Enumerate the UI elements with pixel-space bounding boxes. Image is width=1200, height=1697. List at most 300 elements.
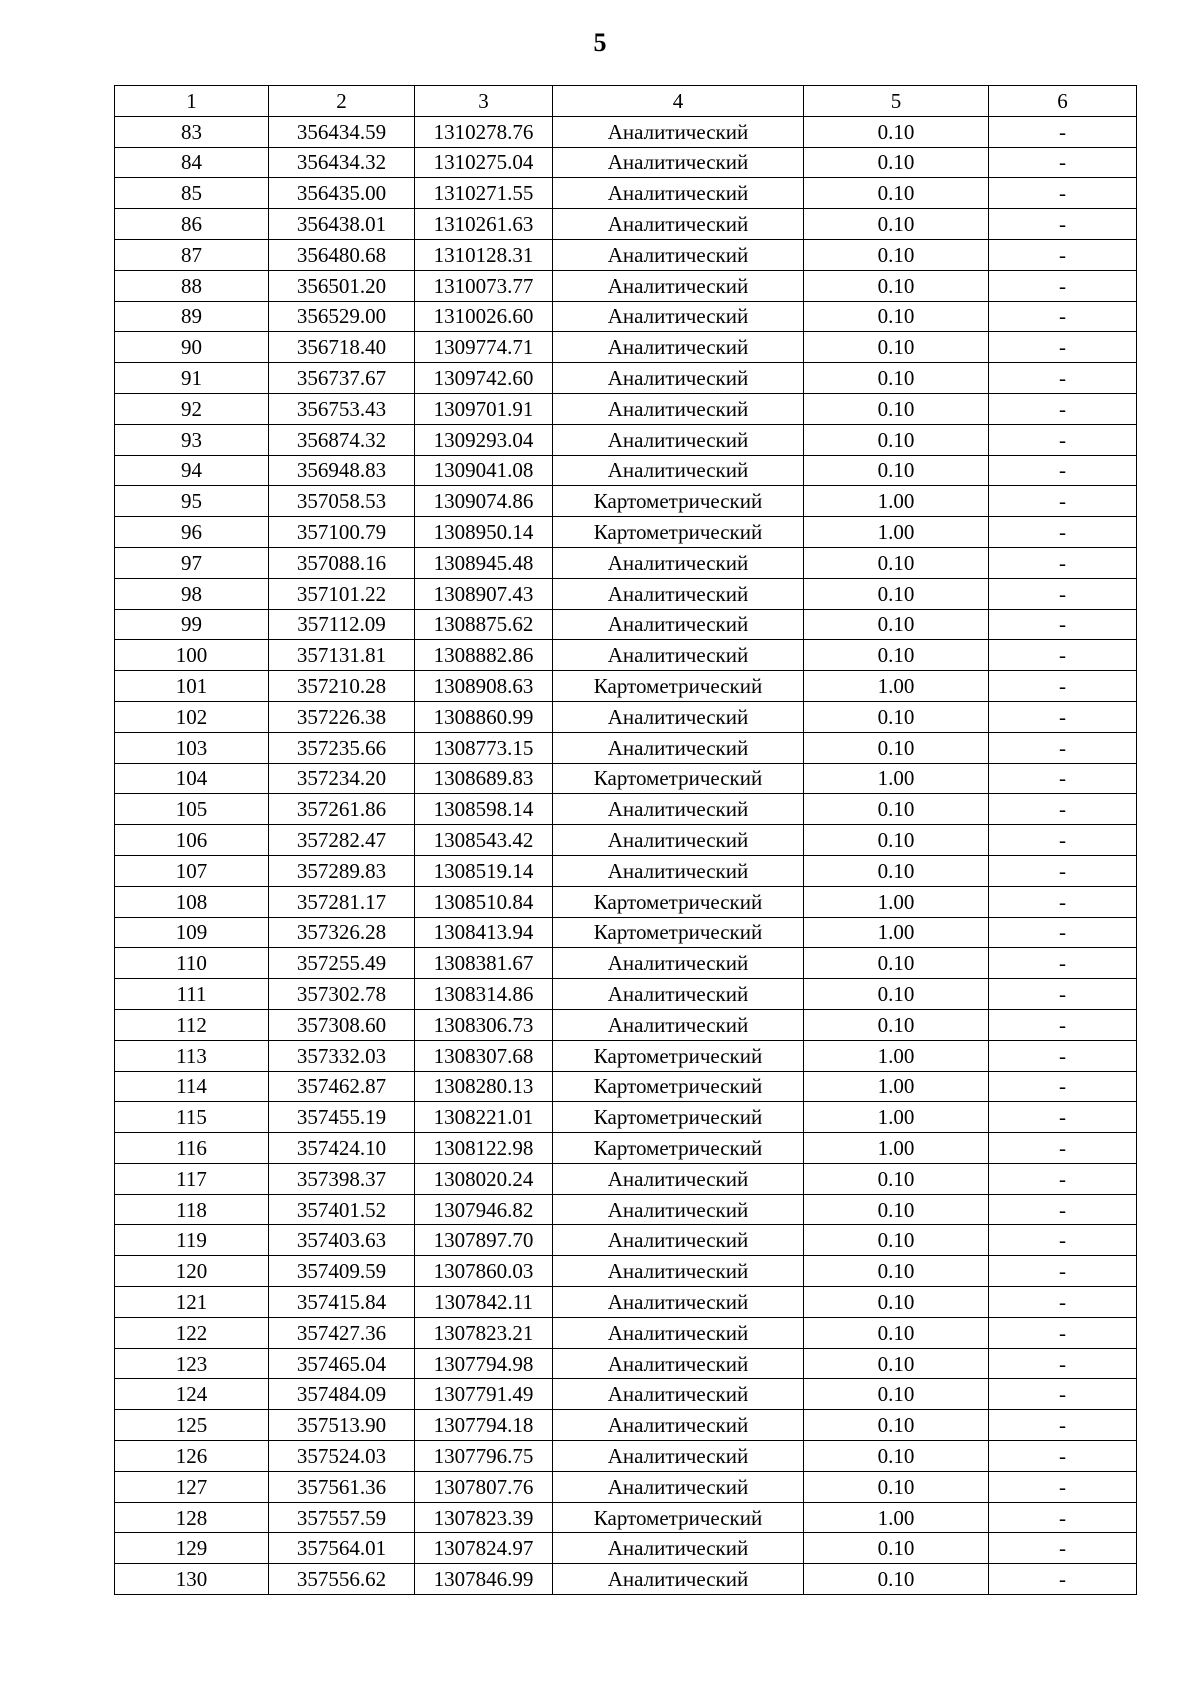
note-cell: - — [989, 1410, 1137, 1441]
accuracy-cell: 1.00 — [804, 917, 989, 948]
method-cell: Аналитический — [553, 301, 804, 332]
table-row — [115, 1533, 1137, 1564]
method-cell: Аналитический — [553, 1287, 804, 1318]
y-coordinate-cell: 1308907.43 — [415, 578, 553, 609]
x-coordinate-cell: 357513.90 — [269, 1410, 415, 1441]
accuracy-cell: 0.10 — [804, 1225, 989, 1256]
accuracy-cell: 0.10 — [804, 640, 989, 671]
accuracy-cell: 0.10 — [804, 116, 989, 147]
y-coordinate-cell: 1309701.91 — [415, 393, 553, 424]
accuracy-cell: 0.10 — [804, 1410, 989, 1441]
y-coordinate-cell: 1307807.76 — [415, 1471, 553, 1502]
x-coordinate-cell: 357210.28 — [269, 671, 415, 702]
accuracy-cell: 0.10 — [804, 701, 989, 732]
method-cell: Аналитический — [553, 1225, 804, 1256]
accuracy-cell: 1.00 — [804, 886, 989, 917]
column-header: 1 — [115, 86, 269, 117]
method-cell: Аналитический — [553, 209, 804, 240]
table-row — [115, 1471, 1137, 1502]
method-cell: Аналитический — [553, 1533, 804, 1564]
y-coordinate-cell: 1308519.14 — [415, 855, 553, 886]
method-cell: Аналитический — [553, 239, 804, 270]
note-cell: - — [989, 701, 1137, 732]
y-coordinate-cell: 1309742.60 — [415, 363, 553, 394]
table-row — [115, 147, 1137, 178]
table-row — [115, 671, 1137, 702]
note-cell: - — [989, 1102, 1137, 1133]
table-row — [115, 393, 1137, 424]
method-cell: Картометрический — [553, 886, 804, 917]
y-coordinate-cell: 1309074.86 — [415, 486, 553, 517]
point-number-cell: 85 — [115, 178, 269, 209]
x-coordinate-cell: 357058.53 — [269, 486, 415, 517]
method-cell: Картометрический — [553, 917, 804, 948]
x-coordinate-cell: 357424.10 — [269, 1133, 415, 1164]
point-number-cell: 103 — [115, 732, 269, 763]
table-row — [115, 270, 1137, 301]
accuracy-cell: 0.10 — [804, 270, 989, 301]
point-number-cell: 101 — [115, 671, 269, 702]
y-coordinate-cell: 1307842.11 — [415, 1287, 553, 1318]
x-coordinate-cell: 356480.68 — [269, 239, 415, 270]
y-coordinate-cell: 1308543.42 — [415, 825, 553, 856]
table-row — [115, 886, 1137, 917]
y-coordinate-cell: 1308908.63 — [415, 671, 553, 702]
x-coordinate-cell: 356753.43 — [269, 393, 415, 424]
note-cell: - — [989, 178, 1137, 209]
method-cell: Картометрический — [553, 1040, 804, 1071]
table-row — [115, 1287, 1137, 1318]
y-coordinate-cell: 1308122.98 — [415, 1133, 553, 1164]
accuracy-cell: 0.10 — [804, 209, 989, 240]
x-coordinate-cell: 357282.47 — [269, 825, 415, 856]
note-cell: - — [989, 917, 1137, 948]
x-coordinate-cell: 357100.79 — [269, 517, 415, 548]
accuracy-cell: 0.10 — [804, 239, 989, 270]
accuracy-cell: 1.00 — [804, 486, 989, 517]
point-number-cell: 99 — [115, 609, 269, 640]
method-cell: Аналитический — [553, 948, 804, 979]
x-coordinate-cell: 356434.59 — [269, 116, 415, 147]
point-number-cell: 125 — [115, 1410, 269, 1441]
y-coordinate-cell: 1308307.68 — [415, 1040, 553, 1071]
note-cell: - — [989, 1009, 1137, 1040]
table-row — [115, 1163, 1137, 1194]
table-header-row — [115, 86, 1137, 117]
table-row — [115, 1379, 1137, 1410]
method-cell: Аналитический — [553, 455, 804, 486]
point-number-cell: 114 — [115, 1071, 269, 1102]
point-number-cell: 116 — [115, 1133, 269, 1164]
note-cell: - — [989, 547, 1137, 578]
x-coordinate-cell: 357462.87 — [269, 1071, 415, 1102]
accuracy-cell: 0.10 — [804, 732, 989, 763]
table-row — [115, 763, 1137, 794]
point-number-cell: 129 — [115, 1533, 269, 1564]
x-coordinate-cell: 356529.00 — [269, 301, 415, 332]
y-coordinate-cell: 1310073.77 — [415, 270, 553, 301]
note-cell: - — [989, 1379, 1137, 1410]
accuracy-cell: 1.00 — [804, 1071, 989, 1102]
point-number-cell: 90 — [115, 332, 269, 363]
point-number-cell: 119 — [115, 1225, 269, 1256]
point-number-cell: 111 — [115, 979, 269, 1010]
table-row — [115, 1564, 1137, 1595]
method-cell: Аналитический — [553, 578, 804, 609]
method-cell: Аналитический — [553, 178, 804, 209]
accuracy-cell: 0.10 — [804, 794, 989, 825]
point-number-cell: 106 — [115, 825, 269, 856]
x-coordinate-cell: 357524.03 — [269, 1441, 415, 1472]
accuracy-cell: 0.10 — [804, 1379, 989, 1410]
accuracy-cell: 0.10 — [804, 332, 989, 363]
method-cell: Аналитический — [553, 147, 804, 178]
x-coordinate-cell: 357281.17 — [269, 886, 415, 917]
note-cell: - — [989, 1287, 1137, 1318]
accuracy-cell: 0.10 — [804, 455, 989, 486]
y-coordinate-cell: 1308773.15 — [415, 732, 553, 763]
method-cell: Аналитический — [553, 363, 804, 394]
y-coordinate-cell: 1309774.71 — [415, 332, 553, 363]
x-coordinate-cell: 357088.16 — [269, 547, 415, 578]
accuracy-cell: 0.10 — [804, 1533, 989, 1564]
point-number-cell: 109 — [115, 917, 269, 948]
point-number-cell: 104 — [115, 763, 269, 794]
point-number-cell: 124 — [115, 1379, 269, 1410]
accuracy-cell: 0.10 — [804, 1441, 989, 1472]
point-number-cell: 118 — [115, 1194, 269, 1225]
table-row — [115, 917, 1137, 948]
point-number-cell: 120 — [115, 1256, 269, 1287]
method-cell: Аналитический — [553, 609, 804, 640]
note-cell: - — [989, 517, 1137, 548]
x-coordinate-cell: 357261.86 — [269, 794, 415, 825]
y-coordinate-cell: 1310026.60 — [415, 301, 553, 332]
x-coordinate-cell: 357556.62 — [269, 1564, 415, 1595]
accuracy-cell: 0.10 — [804, 1317, 989, 1348]
point-number-cell: 126 — [115, 1441, 269, 1472]
table-row — [115, 547, 1137, 578]
y-coordinate-cell: 1308950.14 — [415, 517, 553, 548]
note-cell: - — [989, 270, 1137, 301]
table-row — [115, 178, 1137, 209]
accuracy-cell: 0.10 — [804, 1287, 989, 1318]
point-number-cell: 105 — [115, 794, 269, 825]
note-cell: - — [989, 671, 1137, 702]
note-cell: - — [989, 1071, 1137, 1102]
x-coordinate-cell: 357398.37 — [269, 1163, 415, 1194]
x-coordinate-cell: 357255.49 — [269, 948, 415, 979]
y-coordinate-cell: 1308945.48 — [415, 547, 553, 578]
method-cell: Аналитический — [553, 393, 804, 424]
table-row — [115, 1502, 1137, 1533]
point-number-cell: 92 — [115, 393, 269, 424]
x-coordinate-cell: 357101.22 — [269, 578, 415, 609]
table-row — [115, 578, 1137, 609]
accuracy-cell: 0.10 — [804, 393, 989, 424]
method-cell: Аналитический — [553, 1256, 804, 1287]
accuracy-cell: 0.10 — [804, 1163, 989, 1194]
point-number-cell: 94 — [115, 455, 269, 486]
note-cell: - — [989, 763, 1137, 794]
method-cell: Аналитический — [553, 547, 804, 578]
y-coordinate-cell: 1308221.01 — [415, 1102, 553, 1133]
note-cell: - — [989, 1502, 1137, 1533]
note-cell: - — [989, 1256, 1137, 1287]
table-row — [115, 1133, 1137, 1164]
note-cell: - — [989, 855, 1137, 886]
point-number-cell: 128 — [115, 1502, 269, 1533]
table-row — [115, 701, 1137, 732]
note-cell: - — [989, 486, 1137, 517]
x-coordinate-cell: 356874.32 — [269, 424, 415, 455]
point-number-cell: 108 — [115, 886, 269, 917]
y-coordinate-cell: 1307824.97 — [415, 1533, 553, 1564]
table-row — [115, 301, 1137, 332]
point-number-cell: 96 — [115, 517, 269, 548]
point-number-cell: 98 — [115, 578, 269, 609]
method-cell: Аналитический — [553, 424, 804, 455]
accuracy-cell: 0.10 — [804, 1256, 989, 1287]
point-number-cell: 121 — [115, 1287, 269, 1318]
table-row — [115, 1410, 1137, 1441]
note-cell: - — [989, 1471, 1137, 1502]
point-number-cell: 110 — [115, 948, 269, 979]
x-coordinate-cell: 357302.78 — [269, 979, 415, 1010]
x-coordinate-cell: 357564.01 — [269, 1533, 415, 1564]
y-coordinate-cell: 1308413.94 — [415, 917, 553, 948]
y-coordinate-cell: 1308860.99 — [415, 701, 553, 732]
x-coordinate-cell: 357427.36 — [269, 1317, 415, 1348]
point-number-cell: 117 — [115, 1163, 269, 1194]
note-cell: - — [989, 886, 1137, 917]
table-row — [115, 1441, 1137, 1472]
column-header: 2 — [269, 86, 415, 117]
table-row — [115, 363, 1137, 394]
y-coordinate-cell: 1307794.18 — [415, 1410, 553, 1441]
accuracy-cell: 0.10 — [804, 547, 989, 578]
table-row — [115, 1071, 1137, 1102]
method-cell: Аналитический — [553, 1471, 804, 1502]
note-cell: - — [989, 209, 1137, 240]
x-coordinate-cell: 357289.83 — [269, 855, 415, 886]
table-row — [115, 855, 1137, 886]
y-coordinate-cell: 1307846.99 — [415, 1564, 553, 1595]
accuracy-cell: 0.10 — [804, 178, 989, 209]
note-cell: - — [989, 1163, 1137, 1194]
method-cell: Аналитический — [553, 701, 804, 732]
note-cell: - — [989, 794, 1137, 825]
x-coordinate-cell: 357131.81 — [269, 640, 415, 671]
method-cell: Аналитический — [553, 979, 804, 1010]
column-header: 6 — [989, 86, 1137, 117]
note-cell: - — [989, 1441, 1137, 1472]
y-coordinate-cell: 1310275.04 — [415, 147, 553, 178]
table-row — [115, 517, 1137, 548]
y-coordinate-cell: 1309041.08 — [415, 455, 553, 486]
table-row — [115, 1256, 1137, 1287]
note-cell: - — [989, 948, 1137, 979]
method-cell: Картометрический — [553, 1133, 804, 1164]
accuracy-cell: 0.10 — [804, 578, 989, 609]
note-cell: - — [989, 1194, 1137, 1225]
method-cell: Картометрический — [553, 486, 804, 517]
x-coordinate-cell: 357332.03 — [269, 1040, 415, 1071]
method-cell: Картометрический — [553, 763, 804, 794]
point-number-cell: 113 — [115, 1040, 269, 1071]
point-number-cell: 89 — [115, 301, 269, 332]
note-cell: - — [989, 301, 1137, 332]
point-number-cell: 123 — [115, 1348, 269, 1379]
y-coordinate-cell: 1307794.98 — [415, 1348, 553, 1379]
point-number-cell: 84 — [115, 147, 269, 178]
note-cell: - — [989, 1040, 1137, 1071]
accuracy-cell: 0.10 — [804, 147, 989, 178]
table-row — [115, 794, 1137, 825]
accuracy-cell: 0.10 — [804, 948, 989, 979]
accuracy-cell: 0.10 — [804, 1009, 989, 1040]
point-number-cell: 122 — [115, 1317, 269, 1348]
accuracy-cell: 0.10 — [804, 609, 989, 640]
table-row — [115, 732, 1137, 763]
accuracy-cell: 1.00 — [804, 671, 989, 702]
y-coordinate-cell: 1308314.86 — [415, 979, 553, 1010]
method-cell: Аналитический — [553, 1163, 804, 1194]
y-coordinate-cell: 1310261.63 — [415, 209, 553, 240]
table-row — [115, 455, 1137, 486]
y-coordinate-cell: 1307791.49 — [415, 1379, 553, 1410]
note-cell: - — [989, 332, 1137, 363]
table-row — [115, 825, 1137, 856]
point-number-cell: 127 — [115, 1471, 269, 1502]
x-coordinate-cell: 357557.59 — [269, 1502, 415, 1533]
point-number-cell: 88 — [115, 270, 269, 301]
y-coordinate-cell: 1309293.04 — [415, 424, 553, 455]
y-coordinate-cell: 1308598.14 — [415, 794, 553, 825]
note-cell: - — [989, 1533, 1137, 1564]
note-cell: - — [989, 732, 1137, 763]
method-cell: Картометрический — [553, 1071, 804, 1102]
y-coordinate-cell: 1307823.21 — [415, 1317, 553, 1348]
table-row — [115, 640, 1137, 671]
accuracy-cell: 1.00 — [804, 1502, 989, 1533]
note-cell: - — [989, 239, 1137, 270]
point-number-cell: 100 — [115, 640, 269, 671]
note-cell: - — [989, 147, 1137, 178]
y-coordinate-cell: 1308020.24 — [415, 1163, 553, 1194]
x-coordinate-cell: 356434.32 — [269, 147, 415, 178]
method-cell: Аналитический — [553, 116, 804, 147]
method-cell: Аналитический — [553, 794, 804, 825]
method-cell: Аналитический — [553, 1441, 804, 1472]
table-row — [115, 1348, 1137, 1379]
note-cell: - — [989, 609, 1137, 640]
note-cell: - — [989, 1225, 1137, 1256]
x-coordinate-cell: 357403.63 — [269, 1225, 415, 1256]
method-cell: Аналитический — [553, 332, 804, 363]
y-coordinate-cell: 1308510.84 — [415, 886, 553, 917]
point-number-cell: 95 — [115, 486, 269, 517]
method-cell: Картометрический — [553, 671, 804, 702]
method-cell: Аналитический — [553, 640, 804, 671]
x-coordinate-cell: 356718.40 — [269, 332, 415, 363]
x-coordinate-cell: 357455.19 — [269, 1102, 415, 1133]
x-coordinate-cell: 357409.59 — [269, 1256, 415, 1287]
x-coordinate-cell: 356948.83 — [269, 455, 415, 486]
point-number-cell: 83 — [115, 116, 269, 147]
accuracy-cell: 0.10 — [804, 424, 989, 455]
y-coordinate-cell: 1307860.03 — [415, 1256, 553, 1287]
point-number-cell: 130 — [115, 1564, 269, 1595]
x-coordinate-cell: 357226.38 — [269, 701, 415, 732]
accuracy-cell: 0.10 — [804, 1471, 989, 1502]
table-row — [115, 209, 1137, 240]
method-cell: Аналитический — [553, 825, 804, 856]
page-number: 5 — [593, 28, 607, 57]
point-number-cell: 107 — [115, 855, 269, 886]
method-cell: Аналитический — [553, 732, 804, 763]
y-coordinate-cell: 1310278.76 — [415, 116, 553, 147]
accuracy-cell: 0.10 — [804, 979, 989, 1010]
x-coordinate-cell: 357235.66 — [269, 732, 415, 763]
x-coordinate-cell: 357308.60 — [269, 1009, 415, 1040]
note-cell: - — [989, 424, 1137, 455]
column-header: 3 — [415, 86, 553, 117]
point-number-cell: 112 — [115, 1009, 269, 1040]
table-row — [115, 1102, 1137, 1133]
y-coordinate-cell: 1308875.62 — [415, 609, 553, 640]
table-row — [115, 239, 1137, 270]
y-coordinate-cell: 1307897.70 — [415, 1225, 553, 1256]
point-number-cell: 115 — [115, 1102, 269, 1133]
accuracy-cell: 1.00 — [804, 1102, 989, 1133]
column-header: 5 — [804, 86, 989, 117]
accuracy-cell: 0.10 — [804, 1348, 989, 1379]
accuracy-cell: 1.00 — [804, 763, 989, 794]
point-number-cell: 91 — [115, 363, 269, 394]
note-cell: - — [989, 455, 1137, 486]
x-coordinate-cell: 357465.04 — [269, 1348, 415, 1379]
note-cell: - — [989, 116, 1137, 147]
y-coordinate-cell: 1307823.39 — [415, 1502, 553, 1533]
x-coordinate-cell: 356438.01 — [269, 209, 415, 240]
point-number-cell: 87 — [115, 239, 269, 270]
method-cell: Картометрический — [553, 1102, 804, 1133]
method-cell: Аналитический — [553, 1348, 804, 1379]
x-coordinate-cell: 357326.28 — [269, 917, 415, 948]
note-cell: - — [989, 363, 1137, 394]
accuracy-cell: 1.00 — [804, 517, 989, 548]
y-coordinate-cell: 1307946.82 — [415, 1194, 553, 1225]
x-coordinate-cell: 357112.09 — [269, 609, 415, 640]
method-cell: Аналитический — [553, 1317, 804, 1348]
y-coordinate-cell: 1308306.73 — [415, 1009, 553, 1040]
method-cell: Аналитический — [553, 1009, 804, 1040]
y-coordinate-cell: 1308882.86 — [415, 640, 553, 671]
table-row — [115, 332, 1137, 363]
accuracy-cell: 0.10 — [804, 301, 989, 332]
y-coordinate-cell: 1307796.75 — [415, 1441, 553, 1472]
note-cell: - — [989, 825, 1137, 856]
table-row — [115, 609, 1137, 640]
point-number-cell: 102 — [115, 701, 269, 732]
method-cell: Аналитический — [553, 1410, 804, 1441]
accuracy-cell: 0.10 — [804, 1194, 989, 1225]
method-cell: Аналитический — [553, 855, 804, 886]
table-row — [115, 1225, 1137, 1256]
table-row — [115, 1194, 1137, 1225]
method-cell: Аналитический — [553, 1194, 804, 1225]
